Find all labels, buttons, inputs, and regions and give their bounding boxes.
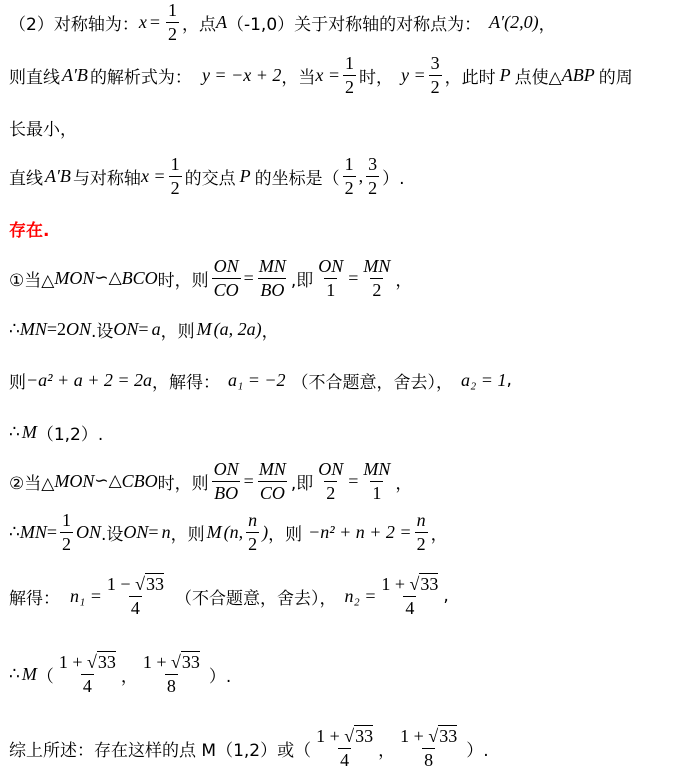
fraction: $\frac{1}{2}$ xyxy=(61,509,71,554)
line-12: 解得： n₁ = $\frac{1 - √33}{4}$ （不合题意，舍去）， n₂ = $\frac{1 + √33}{4}$ , xyxy=(9,573,449,618)
fraction: $\frac{n}{2}$ xyxy=(416,509,426,554)
fraction: $\frac{MN}{1}$ xyxy=(363,458,391,503)
line-13: ∴ M （ $\frac{1 + √33}{4}$ ， $\frac{1 + √33}{8}$ ）. xyxy=(9,651,232,696)
fraction: $\frac{ON}{2}$ xyxy=(318,458,344,503)
fraction: $\frac{1 + √33}{8}$ xyxy=(142,651,200,696)
line-2: 则直线 A′B 的解析式为： y = −x + 2 ，当 x = $\frac{1}{2}$ 时， y = $\frac{3}{2}$ ，此时 P 点使△ ABP 的周 xyxy=(9,52,633,97)
fraction: $\frac{1 - √33}{4}$ xyxy=(106,573,164,618)
line-4: 直线 A′B 与对称轴 x = $\frac{1}{2}$ 的交点 P 的坐标是（ $\frac{1}{2}$ , $\frac{3}{2}$ ）. xyxy=(9,153,405,198)
fraction: $\frac{1 + √33}{4}$ xyxy=(58,651,116,696)
line-10: ②当△ MON ∽△ CBO 时，则 $\frac{ON}{BO}$ = $\frac{MN}{CO}$ ,即 $\frac{ON}{2}$ = $\frac{MN}{1}$ ， xyxy=(9,458,413,503)
line-11: ∴ MN = $\frac{1}{2}$ ON .设 ON = n ，则 M (n, $\frac{n}{2}$ ) ，则 −n² + n + 2 = $\frac{n}{2}$ ， xyxy=(9,509,448,554)
line-6: ①当△ MON ∽△ BCO 时，则 $\frac{ON}{CO}$ = $\frac{MN}{BO}$ ,即 $\frac{ON}{1}$ = $\frac{MN}{2}$ ， xyxy=(9,255,413,300)
fraction: $\frac{ON}{1}$ xyxy=(318,255,344,300)
fraction: $\frac{1 + √33}{4}$ xyxy=(381,573,439,618)
fraction: $\frac{ON}{BO}$ xyxy=(213,458,239,503)
fraction: $\frac{MN}{CO}$ xyxy=(258,458,286,503)
line-14-conclusion: 综上所述：存在这样的点 M（1,2）或（ $\frac{1 + √33}{4}$ ， $\frac{1 + √33}{8}$ ）. xyxy=(9,725,489,770)
fraction: $\frac{1 + √33}{8}$ xyxy=(400,725,458,770)
line-5-heading: 存在. xyxy=(9,220,50,241)
fraction: $\frac{1}{2}$ xyxy=(344,153,354,198)
fraction: $\frac{1}{2}$ xyxy=(345,52,354,97)
fraction: $\frac{1}{2}$ xyxy=(170,153,180,198)
fraction: $\frac{3}{2}$ xyxy=(430,52,440,97)
fraction: $\frac{1}{2}$ xyxy=(167,0,177,44)
fraction: $\frac{3}{2}$ xyxy=(368,153,378,198)
line-1: （2）对称轴为： x = $\frac{1}{2}$ ，点 A （-1,0）关于对称轴的对称点为： A′(2,0) ， xyxy=(9,0,556,44)
line-3: 长最小， xyxy=(9,119,77,140)
fraction: $\frac{1 + √33}{4}$ xyxy=(316,725,374,770)
line-9: ∴ M （1,2）. xyxy=(9,421,104,445)
line-7: ∴ MN =2 ON .设 ON = a ，则 M (a, 2a) ， xyxy=(9,318,279,342)
fraction: $\frac{ON}{CO}$ xyxy=(213,255,239,300)
fraction: $\frac{MN}{2}$ xyxy=(363,255,391,300)
line-8: 则 −a² + a + 2 = 2a ，解得： a₁ = −2 （不合题意，舍去）， a₂ = 1 , xyxy=(9,369,512,393)
fraction: $\frac{n}{2}$ xyxy=(248,509,258,554)
fraction: $\frac{MN}{BO}$ xyxy=(258,255,286,300)
